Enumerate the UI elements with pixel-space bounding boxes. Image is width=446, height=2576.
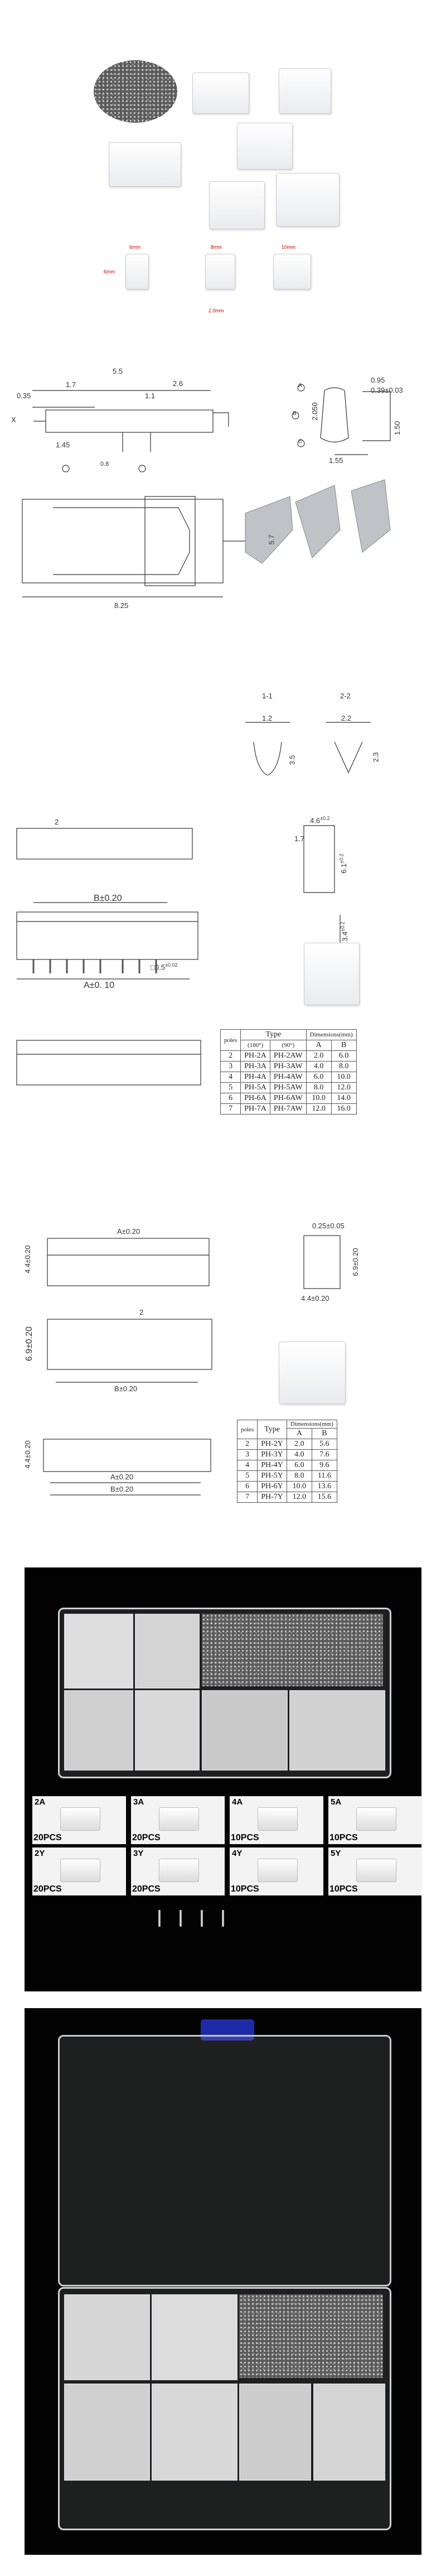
cell: PH-6AW	[270, 1093, 306, 1104]
table-row	[221, 1104, 357, 1115]
kit-compartment	[64, 2294, 150, 2380]
terminal-point-c: C	[298, 438, 303, 445]
header-top-tolerance: ±0.2	[320, 816, 330, 821]
cell: PH-4AW	[270, 1072, 306, 1083]
connector-image	[356, 1859, 396, 1882]
kit-tile-quantity: 10PCS	[329, 1884, 358, 1894]
header-dimension-table	[220, 1029, 357, 1115]
housing-a-dim-2: A±0.20	[110, 1473, 134, 1481]
connector-image	[258, 1859, 298, 1882]
kit-tile-label: 5Y	[331, 1849, 341, 1858]
table-a-90-header: (90°)	[270, 1040, 306, 1051]
table-a-poles-header: poles	[221, 1030, 241, 1051]
kit-tile-quantity: 20PCS	[33, 1833, 62, 1842]
header-pin-size	[151, 962, 177, 971]
housing-a-dim: A±0.20	[117, 1227, 140, 1236]
kit-tile-label: 5A	[331, 1797, 342, 1807]
terminal-diameter-1: 0.95	[371, 376, 385, 384]
cell: 12.0	[331, 1083, 356, 1093]
cell: PH-7AW	[270, 1104, 306, 1115]
header-drawing	[0, 775, 446, 1205]
cell: 2	[221, 1051, 241, 1062]
section-1-label: 1-1	[262, 692, 273, 700]
terminal-point-a: A	[298, 383, 302, 389]
header-photo-3	[276, 173, 340, 226]
kit-tile-label: 4A	[232, 1797, 243, 1807]
kit-tile-label: 3Y	[133, 1849, 144, 1858]
size-sample-3	[273, 254, 311, 290]
cell: PH-3A	[241, 1062, 270, 1072]
kit-compartment	[64, 1690, 133, 1771]
table-a-type-header: Type	[241, 1030, 306, 1040]
header-side-tolerance: ±0.2	[338, 853, 345, 864]
kit-compartment	[202, 1690, 288, 1771]
kit-compartment	[152, 2384, 237, 2481]
table-b-dim-header: Dimensions(mm)	[287, 1420, 337, 1429]
table-row	[237, 1471, 337, 1482]
housing-dimension-table	[237, 1420, 337, 1503]
cell: 4	[221, 1072, 241, 1083]
kit-tile-2y	[32, 1847, 126, 1895]
kit-tile-label: 4Y	[232, 1849, 243, 1858]
cell: 14.0	[331, 1093, 356, 1104]
cell: 5.6	[312, 1439, 337, 1450]
kit-tile-quantity: 10PCS	[231, 1833, 259, 1842]
terminal-side-1: 2.050	[310, 402, 319, 421]
cell: PH-6Y	[258, 1482, 287, 1492]
kit-tile-2a	[32, 1796, 126, 1844]
cell: 15.6	[312, 1492, 337, 1503]
cell: PH-2Y	[258, 1439, 287, 1450]
terminal-samples	[153, 1908, 236, 1930]
cell: 6.0	[306, 1072, 331, 1083]
kit-compartment	[135, 1614, 200, 1689]
cell: 5	[221, 1083, 241, 1093]
housing-height-2: 6.9±0.20	[351, 1248, 360, 1276]
cell: 7	[237, 1492, 258, 1503]
cell: PH-2AW	[270, 1051, 306, 1062]
terminal-small-dim: 0.8	[100, 461, 109, 467]
header-sub-dim: 1.7	[294, 834, 305, 843]
boxed-kit-panel	[25, 2008, 421, 2555]
header-side-value: 6.1	[339, 863, 348, 874]
cell: 7	[221, 1104, 241, 1115]
cell: 2.0	[287, 1439, 312, 1450]
terminal-sample	[158, 1910, 161, 1927]
kit-terminal-compartment	[239, 2294, 383, 2378]
cell: PH-6A	[241, 1093, 270, 1104]
table-row	[221, 1051, 357, 1062]
photo-width-label-1: 6mm	[129, 244, 140, 250]
terminal-length-a: 2.6	[173, 379, 183, 388]
kit-compartment	[289, 1690, 385, 1771]
cell: PH-4Y	[258, 1460, 287, 1471]
kit-tile-3y	[131, 1847, 225, 1895]
cell: 6	[221, 1093, 241, 1104]
kit-tile-label: 2Y	[35, 1849, 45, 1858]
cell: PH-5AW	[270, 1083, 306, 1093]
cell: 7.6	[312, 1450, 337, 1460]
cell: 3	[221, 1062, 241, 1072]
cell: PH-4A	[241, 1072, 270, 1083]
kit-terminal-compartment	[202, 1614, 383, 1686]
cell: 10.0	[287, 1482, 312, 1492]
section-1-width: 1.2	[262, 714, 273, 722]
table-row	[237, 1450, 337, 1460]
table-row	[237, 1492, 337, 1503]
cell: 16.0	[331, 1104, 356, 1115]
connector-image	[60, 1859, 100, 1882]
cell: PH-5A	[241, 1083, 270, 1093]
section-2-label: 2-2	[340, 692, 351, 700]
table-row	[237, 1439, 337, 1450]
terminal-sample	[222, 1910, 224, 1927]
connector-image	[258, 1807, 298, 1831]
terminal-length-b: 1.7	[66, 380, 76, 389]
terminal-length-c: 1.1	[145, 392, 156, 400]
tail-length: 8.25	[114, 601, 129, 610]
header-leg-tolerance: ±0.2	[340, 922, 346, 932]
cell: 8.0	[306, 1083, 331, 1093]
photo-width-label-2: 8mm	[211, 244, 222, 250]
housing-height-1: 4.4±0.20	[23, 1245, 32, 1273]
kit-tile-5a	[328, 1796, 422, 1844]
table-a-dim-header: Dimensions(mm)	[306, 1030, 356, 1040]
kit-box	[58, 1608, 391, 1778]
photo-height-label: 6mm	[104, 269, 115, 274]
terminal-point-b: B	[293, 411, 297, 417]
tail-height: 5.7	[267, 534, 276, 545]
connector-image	[159, 1859, 199, 1882]
cell: 12.0	[306, 1104, 331, 1115]
cell: 4.0	[306, 1062, 331, 1072]
section-2-height: 2.3	[371, 752, 380, 763]
table-a-180-header: (180°)	[241, 1040, 270, 1051]
kit-tile-label: 3A	[133, 1797, 144, 1807]
housing-photo-1	[192, 73, 249, 114]
section-2-width: 2.2	[341, 714, 352, 722]
kit-box-lid	[58, 2035, 391, 2286]
terminal-total-length: 5.5	[113, 367, 123, 375]
housing-photo-2	[279, 68, 331, 114]
header-drawing-panel	[0, 775, 446, 1205]
header-3d-photo	[304, 943, 360, 1005]
kit-tile-quantity: 20PCS	[33, 1884, 62, 1894]
table-a-b-header: B	[331, 1040, 356, 1051]
housing-3d-photo	[279, 1342, 346, 1404]
housing-height-4: 4.4±0.20	[23, 1440, 32, 1469]
cell: 8.0	[287, 1471, 312, 1482]
cell: 8.0	[331, 1062, 356, 1072]
cell: PH-5Y	[258, 1471, 287, 1482]
cell: PH-3AW	[270, 1062, 306, 1072]
table-row	[221, 1072, 357, 1083]
connector-image	[60, 1807, 100, 1831]
cell: 6.0	[331, 1051, 356, 1062]
cell: 9.6	[312, 1460, 337, 1471]
table-row	[221, 1093, 357, 1104]
cell: 10.0	[331, 1072, 356, 1083]
housing-drawing-panel	[0, 1205, 446, 1545]
header-top-value: 4.6	[310, 816, 321, 825]
housing-height-3: 6.9±0.20	[25, 1326, 35, 1362]
terminal-axis-label: X	[11, 416, 16, 424]
table-a-a-header: A	[306, 1040, 331, 1051]
cell: 11.6	[312, 1471, 337, 1482]
kit-tile-5y	[328, 1847, 422, 1895]
kit-compartment	[239, 2384, 311, 2481]
cell: 13.6	[312, 1482, 337, 1492]
table-b-a-header: A	[287, 1429, 312, 1439]
terminal-drawing-panel	[0, 329, 446, 775]
housing-drawing	[0, 1205, 446, 1545]
kit-compartment	[135, 1690, 200, 1771]
kit-tile-quantity: 20PCS	[132, 1884, 161, 1894]
header-pin-value: □0.5	[151, 963, 165, 972]
terminal-offset-a: 0.35	[17, 392, 31, 400]
size-sample-2	[205, 254, 235, 290]
terminal-offset-c: 1.55	[329, 456, 343, 465]
cell: 2.0	[306, 1051, 331, 1062]
terminal-offset-b: 1.45	[56, 441, 70, 449]
header-length-b: B±0.20	[94, 894, 122, 903]
kit-compartment	[64, 1614, 133, 1689]
cell: 2	[237, 1439, 258, 1450]
cell: PH-7A	[241, 1104, 270, 1115]
kit-tile-label: 2A	[35, 1797, 46, 1807]
kit-tile-4a	[230, 1796, 323, 1844]
table-row	[221, 1062, 357, 1072]
table-b-b-header: B	[312, 1429, 337, 1439]
cell: PH-7Y	[258, 1492, 287, 1503]
cell: 10.0	[306, 1093, 331, 1104]
housing-thickness: 0.25±0.05	[312, 1222, 345, 1230]
header-length-a: A±0. 10	[84, 981, 115, 990]
connector-image	[356, 1807, 396, 1831]
table-row	[237, 1460, 337, 1471]
cell: 4	[237, 1460, 258, 1471]
cell: PH-3Y	[258, 1450, 287, 1460]
housing-width-2: 4.4±0.20	[301, 1294, 329, 1303]
photo-width-label-3: 10mm	[282, 244, 296, 250]
kit-compartment	[313, 2384, 385, 2481]
kit-tile-quantity: 10PCS	[329, 1833, 358, 1842]
housing-b-dim-2: B±0.20	[110, 1485, 134, 1493]
kit-tile-quantity: 10PCS	[231, 1884, 259, 1894]
cell: PH-2A	[241, 1051, 270, 1062]
cell: 12.0	[287, 1492, 312, 1503]
kit-box-base	[58, 2287, 391, 2530]
header-leg-length	[340, 922, 349, 942]
terminal-drawing	[0, 329, 446, 775]
terminal-sample	[201, 1910, 203, 1927]
section-1-height: 3.5	[288, 755, 297, 765]
cell: 4.0	[287, 1450, 312, 1460]
header-top-width	[310, 816, 330, 824]
terminal-sample	[180, 1910, 182, 1927]
cell: 5	[237, 1471, 258, 1482]
kit-compartment	[152, 2294, 237, 2380]
header-photo-2	[209, 181, 265, 229]
housing-photo-3	[237, 123, 293, 170]
cell: 6	[237, 1482, 258, 1492]
table-row	[237, 1482, 337, 1492]
kit-tile-4y	[230, 1847, 323, 1895]
terminal-pile	[94, 60, 177, 123]
product-photo-panel	[0, 0, 446, 329]
housing-pitch: 2	[139, 1308, 144, 1316]
header-pitch: 2	[55, 818, 59, 826]
terminal-side-2: 1.50	[393, 421, 402, 436]
header-side-height	[339, 853, 348, 874]
table-row	[221, 1083, 357, 1093]
terminal-diameter-2: 0.39±0.03	[371, 386, 403, 394]
kit-tile-quantity: 20PCS	[132, 1833, 161, 1842]
photo-pitch-label: 2.0mm	[209, 308, 224, 313]
header-pin-tolerance: ±0.02	[164, 962, 178, 968]
cell: 3	[237, 1450, 258, 1460]
size-sample-1	[125, 254, 149, 290]
table-b-type-header: Type	[258, 1420, 287, 1439]
table-b-poles-header: poles	[237, 1420, 258, 1439]
connector-image	[159, 1807, 199, 1831]
header-leg-value: 3.4	[340, 931, 349, 942]
kit-contents-panel	[25, 1567, 421, 1991]
housing-b-dim: B±0.20	[114, 1385, 138, 1393]
kit-compartment	[64, 2384, 150, 2481]
header-photo-1	[109, 142, 181, 187]
cell: 6.0	[287, 1460, 312, 1471]
kit-tile-3a	[131, 1796, 225, 1844]
